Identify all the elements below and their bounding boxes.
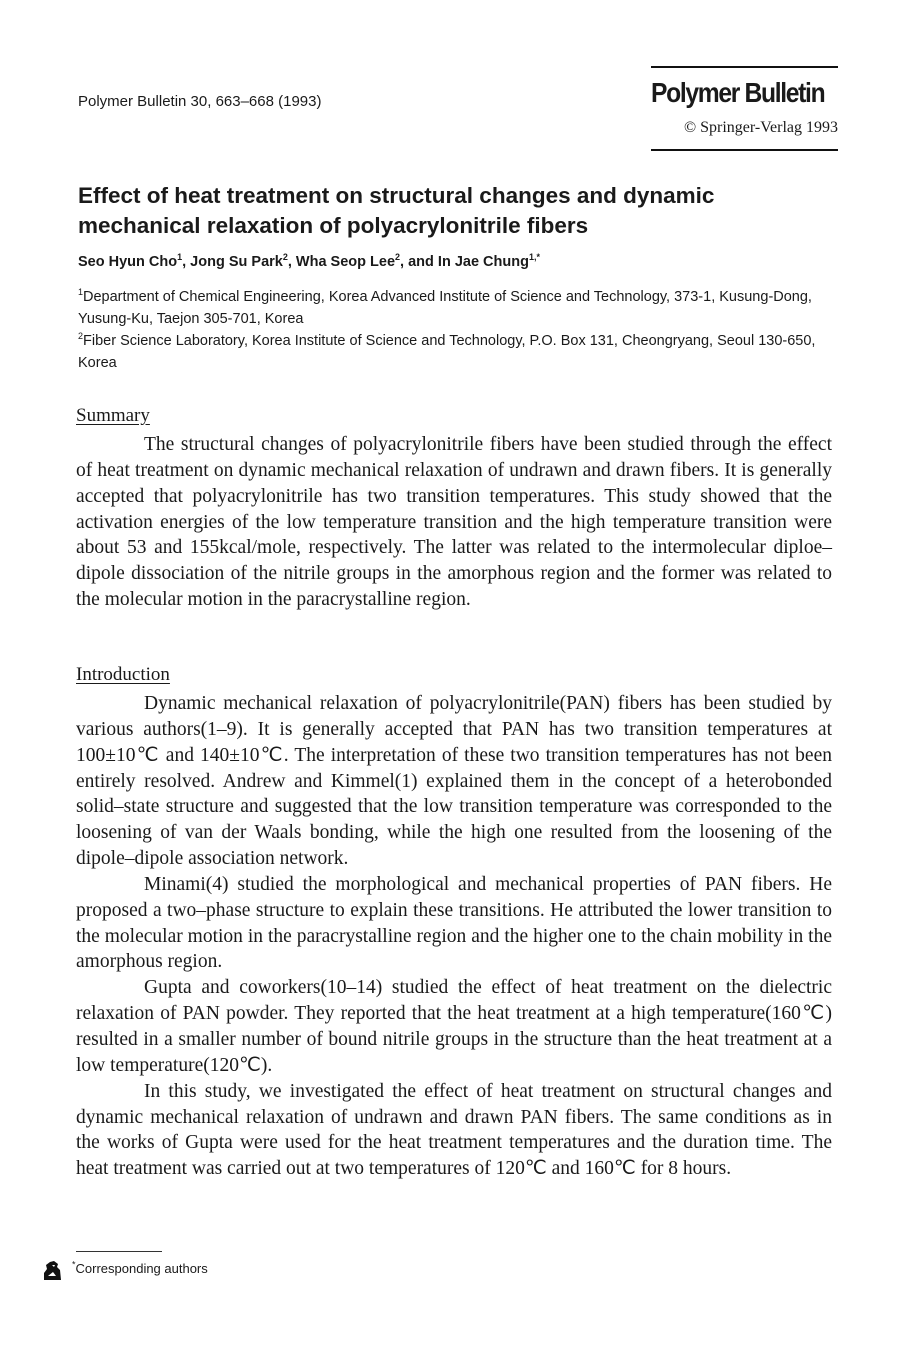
author-separator: , bbox=[182, 254, 191, 270]
affiliation bbox=[78, 286, 838, 330]
author-list bbox=[78, 254, 838, 270]
author-name: Jong Su Park bbox=[190, 254, 283, 270]
copyright-notice: © Springer-Verlag 1993 bbox=[683, 119, 838, 136]
author-affil-mark: 1,* bbox=[528, 252, 540, 263]
introduction-paragraph: Gupta and coworkers(10–14) studied the effect of heat treatment on the dielectric relaxation of PAN powder. They reported that the heat treatment at a high temperature(160℃) resulted in a smaller number of bound nitrile groups in the structure than the heat treatment at a low temperature(120℃). bbox=[76, 977, 832, 1076]
affiliation-text: Department of Chemical Engineering, Korea Advanced Institute of Science and Technology, 373-1, Kusung-Dong, Yusung-Ku, Taejon 305-701, Korea bbox=[78, 289, 812, 327]
introduction-paragraph: In this study, we investigated the effect of heat treatment on structural changes and dynamic mechanical relaxation of undrawn and drawn PAN fibers. The same conditions as in the works of Gupta were used for the heat treatment temperatures and the duration time. The heat treatment was carried out at two temperatures of 120℃ and 160℃ for 8 hours. bbox=[76, 1080, 832, 1180]
footnote bbox=[72, 1261, 208, 1276]
summary-heading: Summary bbox=[76, 405, 150, 426]
affiliation-mark: 1 bbox=[78, 287, 84, 298]
journal-brand-block bbox=[651, 66, 838, 151]
footnote-rule bbox=[76, 1251, 162, 1252]
journal-brand-name: Polymer Bulletin bbox=[651, 77, 825, 108]
affiliation-list bbox=[78, 286, 838, 374]
summary-body bbox=[76, 432, 832, 613]
affiliation bbox=[78, 330, 838, 374]
author-separator: , bbox=[287, 254, 296, 270]
brand-rule-top bbox=[651, 66, 838, 68]
author-affil-mark: 2 bbox=[395, 252, 401, 263]
author-separator: , and bbox=[400, 254, 438, 270]
footnote-text: Corresponding authors bbox=[75, 1261, 208, 1276]
affiliation-mark: 2 bbox=[78, 331, 84, 342]
author-name: Wha Seop Lee bbox=[295, 254, 396, 270]
footnote-marker: * bbox=[72, 1259, 76, 1270]
introduction-paragraph: Minami(4) studied the morphological and mechanical properties of PAN fibers. He proposed a two–phase structure to explain these transitions. He attributed the lower transition to the molecular motion in the paracrystalline region and the higher one to the chain mobility in the amorphous region. bbox=[76, 873, 832, 973]
author-name: In Jae Chung bbox=[437, 254, 529, 270]
introduction-paragraph: Dynamic mechanical relaxation of polyacrylonitrile(PAN) fibers has been studied by various authors(1–9). It is generally accepted that PAN has two transition temperatures at 100±10℃ and 140±10℃. The interpretation of these two transition temperatures has not been entirely resolved. Andrew and Kimmel(1) explained them in the concept of a heterobonded solid–state structure and suggested that the low transition temperature was corresponded to the loosening of van der Waals bonding, while the high one resulted from the loosening of the dipole–dipole association network. bbox=[76, 693, 832, 870]
brand-rule-bottom bbox=[651, 149, 838, 151]
author-affil-mark: 2 bbox=[282, 252, 288, 263]
summary-paragraph: The structural changes of polyacrylonitrile fibers have been studied through the effect of heat treatment on dynamic mechanical relaxation of undrawn and drawn fibers. It is generally accepted that polyacrylonitrile has two transition temperatures. This study showed that the activation energies of the low temperature transition and the high temperature transition were about 53 and 155kcal/mole, respectively. The latter was related to the intermolecular diploe–dipole dissociation of the nitrile groups in the amorphous region and the former was related to the molecular motion in the paracrystalline region. bbox=[76, 434, 832, 611]
introduction-body bbox=[76, 691, 832, 1182]
introduction-heading: Introduction bbox=[76, 664, 170, 685]
author-name: Seo Hyun Cho bbox=[78, 254, 178, 270]
springer-knight-icon bbox=[41, 1259, 63, 1281]
article-title: Effect of heat treatment on structural changes and dynamic mechanical relaxation of polyacrylonitrile fibers bbox=[78, 183, 715, 238]
journal-reference: Polymer Bulletin 30, 663–668 (1993) bbox=[78, 93, 322, 110]
author-affil-mark: 1 bbox=[177, 252, 183, 263]
affiliation-text: Fiber Science Laboratory, Korea Institute of Science and Technology, P.O. Box 131, Cheongryang, Seoul 130-650, Korea bbox=[78, 333, 816, 371]
